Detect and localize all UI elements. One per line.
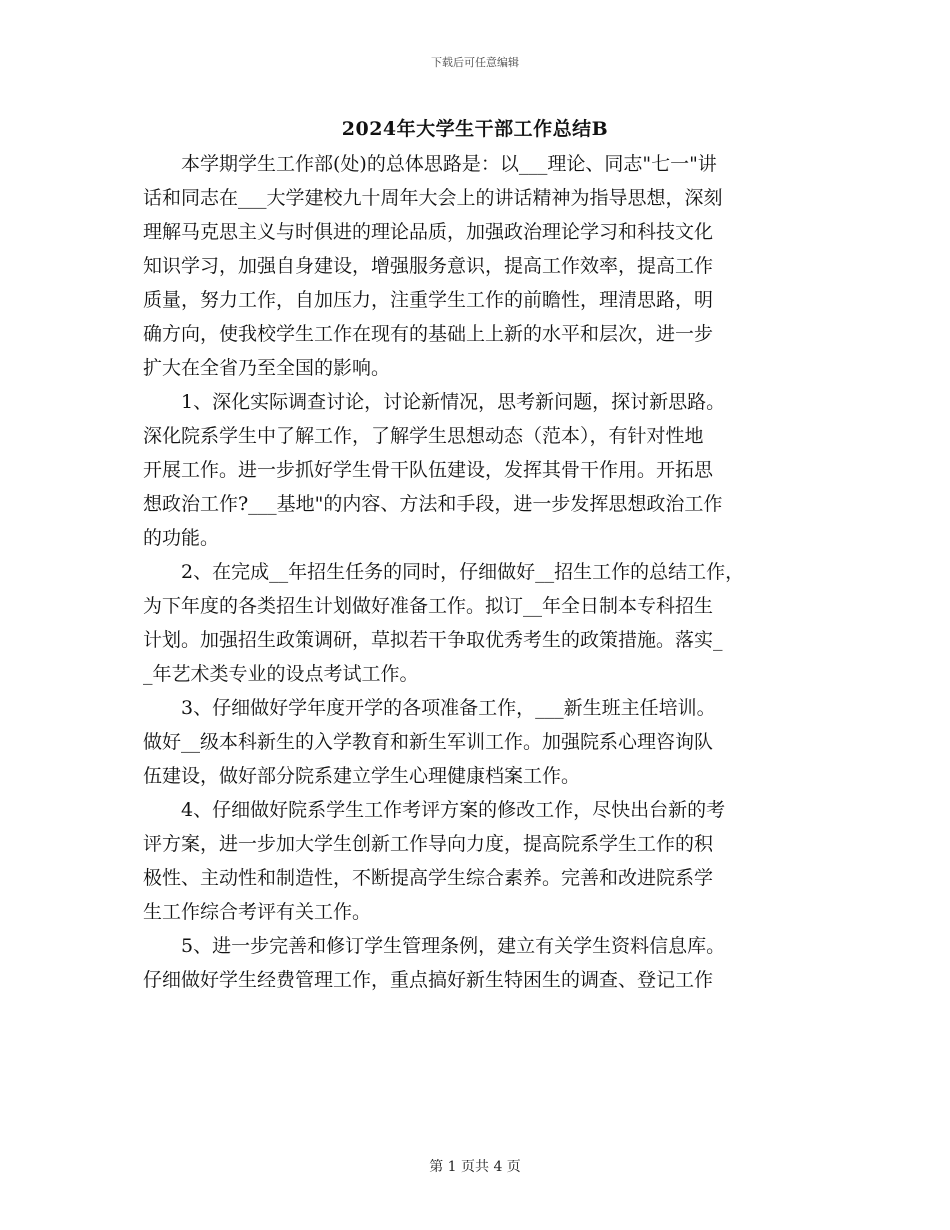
text-line: _年艺术类专业的设点考试工作。	[143, 663, 419, 685]
paragraph-item-2	[143, 555, 808, 691]
text-line: 评方案，进一步加大学生创新工作导向力度，提高院系学生工作的积	[143, 833, 714, 855]
text-line: 理解马克思主义与时俱进的理论品质，加强政治理论学习和科技文化	[143, 221, 714, 243]
paragraph-item-5	[143, 929, 808, 997]
text-line: 想政治工作?___基地"的内容、方法和手段，进一步发挥思想政治工作	[143, 493, 723, 515]
paragraph-item-3	[143, 691, 808, 793]
text-line: 极性、主动性和制造性，不断提高学生综合素养。完善和改进院系学	[143, 867, 714, 889]
document-body	[143, 147, 808, 997]
text-line: 生工作综合考评有关工作。	[143, 901, 372, 923]
text-line: 知识学习，加强自身建设，增强服务意识，提高工作效率，提高工作	[143, 255, 714, 277]
page-footer: 第 1 页共 4 页	[429, 1159, 521, 1175]
document-title: 2024年大学生干部工作总结B	[341, 118, 609, 140]
paragraph-item-4	[143, 793, 808, 929]
text-line: 质量，努力工作，自加压力，注重学生工作的前瞻性，理清思路，明	[143, 289, 714, 311]
text-line: 深化院系学生中了解工作，了解学生思想动态（范本），有针对性地	[143, 425, 704, 447]
text-line: 开展工作。进一步抓好学生骨干队伍建设，发挥其骨干作用。开拓思	[143, 459, 714, 481]
page-header: 下载后可任意编辑	[431, 56, 519, 69]
text-line: 确方向，使我校学生工作在现有的基础上上新的水平和层次，进一步	[143, 323, 714, 345]
text-line: 计划。加强招生政策调研，草拟若干争取优秀考生的政策措施。落实_	[143, 629, 723, 651]
text-line: 的功能。	[143, 527, 220, 549]
text-line: 为下年度的各类招生计划做好准备工作。拟订__年全日制本专科招生	[143, 595, 714, 617]
text-line: 仔细做好学生经费管理工作，重点搞好新生特困生的调查、登记工作	[143, 969, 714, 991]
text-line: 本学期学生工作部(处)的总体思路是：以___理论、同志"七一"讲	[143, 153, 717, 175]
text-line: 1、深化实际调查讨论，讨论新情况，思考新问题，探讨新思路。	[143, 391, 726, 413]
text-line: 5、进一步完善和修订学生管理条例，建立有关学生资料信息库。	[143, 935, 726, 957]
paragraph-intro	[143, 147, 808, 385]
paragraph-item-1	[143, 385, 808, 555]
text-line: 4、仔细做好院系学生工作考评方案的修改工作，尽快出台新的考	[143, 799, 726, 821]
text-line: 2、在完成__年招生任务的同时，仔细做好__招生工作的总结工作，	[143, 561, 745, 583]
text-line: 话和同志在___大学建校九十周年大会上的讲话精神为指导思想，深刻	[143, 187, 723, 209]
text-line: 伍建设，做好部分院系建立学生心理健康档案工作。	[143, 765, 581, 787]
text-line: 3、仔细做好学年度开学的各项准备工作，___新生班主任培训。	[143, 697, 716, 719]
text-line: 扩大在全省乃至全国的影响。	[143, 357, 391, 379]
text-line: 做好__级本科新生的入学教育和新生军训工作。加强院系心理咨询队	[143, 731, 714, 753]
